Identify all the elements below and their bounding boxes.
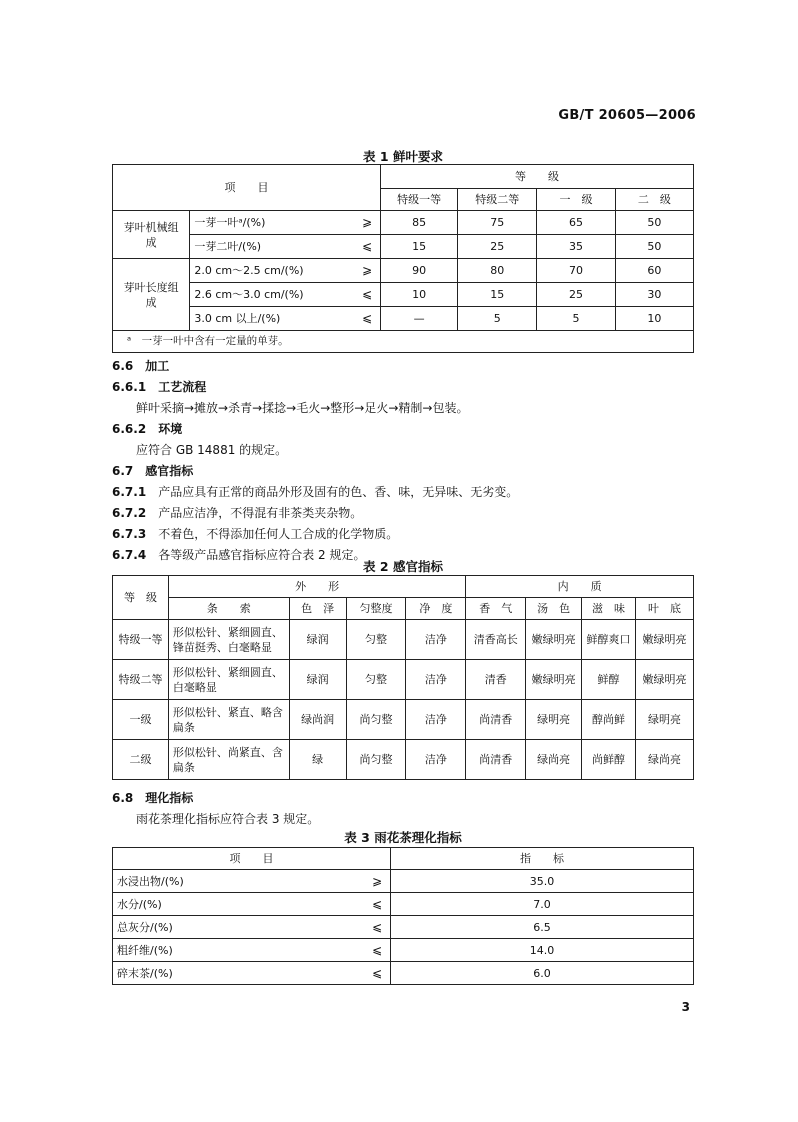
table3-cell: 6.0 [390, 962, 693, 985]
table1-grade: 二 级 [615, 189, 693, 211]
table2-cell: 匀整 [346, 660, 406, 700]
table2-cell: 鲜醇爽口 [582, 620, 636, 660]
table2-cell: 绿尚润 [289, 700, 346, 740]
table1-header-grade: 等 级 [380, 165, 693, 189]
table-row [113, 620, 694, 660]
table2-cell: 洁净 [406, 660, 466, 700]
table2-grade: 二级 [113, 740, 169, 780]
table1-cell: — [380, 307, 457, 331]
table1-cell: 65 [537, 211, 615, 235]
table2-grade: 一级 [113, 700, 169, 740]
section-6-7-3: 6.7.3 不着色，不得添加任何人工合成的化学物质。 [112, 527, 399, 541]
standard-code: GB/T 20605—2006 [558, 108, 696, 123]
section-6-8: 6.8 理化指标 [112, 791, 194, 805]
table2-cell: 尚匀整 [346, 700, 406, 740]
table2-cell: 鲜醇 [582, 660, 636, 700]
table1-grade: 一 级 [537, 189, 615, 211]
table2-cell: 形似松针、紧细圆直、白毫略显 [168, 660, 289, 700]
table2-subheader: 条 索 [168, 598, 289, 620]
section-6-7: 6.7 感官指标 [112, 464, 194, 478]
table2-cell: 绿润 [289, 620, 346, 660]
table2-cell: 嫩绿明亮 [636, 660, 694, 700]
table1-row-symbol: ⩾ [354, 211, 380, 235]
table-row [113, 700, 694, 740]
table3-cell: 35.0 [390, 870, 693, 893]
table1-cell: 75 [458, 211, 537, 235]
table2-cell: 尚清香 [466, 700, 526, 740]
table2-header-appearance: 外 形 [168, 576, 465, 598]
table1-cell: 35 [537, 235, 615, 259]
table2-header-inner: 内 质 [466, 576, 694, 598]
table2-subheader: 滋 味 [582, 598, 636, 620]
table1-cell: 25 [458, 235, 537, 259]
table1-cell: 15 [458, 283, 537, 307]
table-row [113, 660, 694, 700]
section-6-7-1: 6.7.1 产品应具有正常的商品外形及固有的色、香、味，无异味、无劣变。 [112, 485, 519, 499]
table2-cell: 嫩绿明亮 [636, 620, 694, 660]
table3-row-label: 水浸出物/(%) [113, 870, 365, 893]
table1-cell: 90 [380, 259, 457, 283]
table2-cell: 绿润 [289, 660, 346, 700]
table1-row-symbol: ⩽ [354, 235, 380, 259]
table2-header-grade: 等 级 [113, 576, 169, 620]
table1-caption: 表 1 鲜叶要求 [363, 149, 443, 164]
table3-cell: 6.5 [390, 916, 693, 939]
table2-grade: 特级二等 [113, 660, 169, 700]
table-row [113, 211, 694, 235]
table-row [113, 740, 694, 780]
table2-cell: 形似松针、紧细圆直、锋苗挺秀、白毫略显 [168, 620, 289, 660]
table2-cell: 清香 [466, 660, 526, 700]
section-6-6-1-text: 鲜叶采摘→摊放→杀青→揉捻→毛火→整形→足火→精制→包装。 [136, 401, 469, 415]
table2-cell: 绿明亮 [526, 700, 582, 740]
section-6-8-text: 雨花茶理化指标应符合表 3 规定。 [136, 812, 320, 826]
table3-row-symbol: ⩾ [364, 870, 390, 893]
section-6-7-4: 6.7.4 各等级产品感官指标应符合表 2 规定。 [112, 548, 366, 562]
table3-header-index: 指 标 [390, 848, 693, 870]
table2-cell: 嫩绿明亮 [526, 660, 582, 700]
table2-caption: 表 2 感官指标 [363, 559, 443, 574]
table2-subheader: 净 度 [406, 598, 466, 620]
section-6-7-2: 6.7.2 产品应洁净，不得混有非茶类夹杂物。 [112, 506, 363, 520]
table2-cell: 绿明亮 [636, 700, 694, 740]
table-row [113, 962, 694, 985]
table2-cell: 嫩绿明亮 [526, 620, 582, 660]
table2-subheader: 叶 底 [636, 598, 694, 620]
table3-cell: 7.0 [390, 893, 693, 916]
table2-cell: 形似松针、尚紧直、含扁条 [168, 740, 289, 780]
table1-row-symbol: ⩽ [354, 283, 380, 307]
table3-row-label: 粗纤维/(%) [113, 939, 365, 962]
table2-cell: 洁净 [406, 620, 466, 660]
section-6-6-2-text: 应符合 GB 14881 的规定。 [136, 443, 288, 457]
table2-cell: 形似松针、紧直、略含扁条 [168, 700, 289, 740]
table3-row-symbol: ⩽ [364, 916, 390, 939]
table2-cell: 醇尚鲜 [582, 700, 636, 740]
page-number: 3 [681, 1000, 690, 1014]
table-row [113, 259, 694, 283]
table1-cell: 80 [458, 259, 537, 283]
table1-row-label: 3.0 cm 以上/(%) [190, 307, 354, 331]
table2-cell: 尚匀整 [346, 740, 406, 780]
table-row [113, 939, 694, 962]
table1-cell: 25 [537, 283, 615, 307]
table-row [113, 893, 694, 916]
table2-cell: 绿尚亮 [636, 740, 694, 780]
table2 [112, 575, 694, 780]
table3-row-label: 水分/(%) [113, 893, 365, 916]
table2-grade: 特级一等 [113, 620, 169, 660]
section-6-6-1: 6.6.1 工艺流程 [112, 380, 207, 394]
table1-cell: 15 [380, 235, 457, 259]
table-row [113, 870, 694, 893]
table3-header-item: 项 目 [113, 848, 391, 870]
table1-cell: 10 [615, 307, 693, 331]
table2-cell: 尚清香 [466, 740, 526, 780]
table2-cell: 绿 [289, 740, 346, 780]
table-row [113, 916, 694, 939]
table3 [112, 847, 694, 985]
table3-row-label: 碎末茶/(%) [113, 962, 365, 985]
table1-row-label: 一芽一叶ᵃ/(%) [190, 211, 354, 235]
table1-grade: 特级二等 [458, 189, 537, 211]
table1-row-label: 2.6 cm～3.0 cm/(%) [190, 283, 354, 307]
section-6-6-2: 6.6.2 环境 [112, 422, 183, 436]
table1-row-symbol: ⩾ [354, 259, 380, 283]
table3-row-symbol: ⩽ [364, 893, 390, 916]
table2-cell: 洁净 [406, 740, 466, 780]
table-row [113, 283, 694, 307]
table2-cell: 绿尚亮 [526, 740, 582, 780]
table2-subheader: 汤 色 [526, 598, 582, 620]
table2-cell: 清香高长 [466, 620, 526, 660]
section-6-6: 6.6 加工 [112, 359, 170, 373]
table1 [112, 164, 694, 353]
table1-cell: 30 [615, 283, 693, 307]
table2-subheader: 色 泽 [289, 598, 346, 620]
table-row [113, 307, 694, 331]
table1-cell: 50 [615, 235, 693, 259]
table1-cell: 70 [537, 259, 615, 283]
table1-header-item: 项 目 [113, 165, 381, 211]
table3-row-label: 总灰分/(%) [113, 916, 365, 939]
table2-cell: 匀整 [346, 620, 406, 660]
table1-row-symbol: ⩽ [354, 307, 380, 331]
table1-cell: 5 [537, 307, 615, 331]
table1-cell: 60 [615, 259, 693, 283]
table-row [113, 235, 694, 259]
table2-subheader: 香 气 [466, 598, 526, 620]
table3-caption: 表 3 雨花茶理化指标 [344, 830, 462, 845]
table1-footnote: ᵃ 一芽一叶中含有一定量的单芽。 [113, 331, 694, 353]
table3-row-symbol: ⩽ [364, 962, 390, 985]
table2-cell: 尚鲜醇 [582, 740, 636, 780]
table2-subheader: 匀整度 [346, 598, 406, 620]
table1-cell: 85 [380, 211, 457, 235]
table1-cell: 10 [380, 283, 457, 307]
table1-row-label: 一芽二叶/(%) [190, 235, 354, 259]
table1-cell: 50 [615, 211, 693, 235]
table1-group-label: 芽叶长度组成 [113, 259, 190, 331]
table1-grade: 特级一等 [380, 189, 457, 211]
table1-cell: 5 [458, 307, 537, 331]
table1-row-label: 2.0 cm～2.5 cm/(%) [190, 259, 354, 283]
table1-group-label: 芽叶机械组成 [113, 211, 190, 259]
table3-row-symbol: ⩽ [364, 939, 390, 962]
table2-cell: 洁净 [406, 700, 466, 740]
table3-cell: 14.0 [390, 939, 693, 962]
